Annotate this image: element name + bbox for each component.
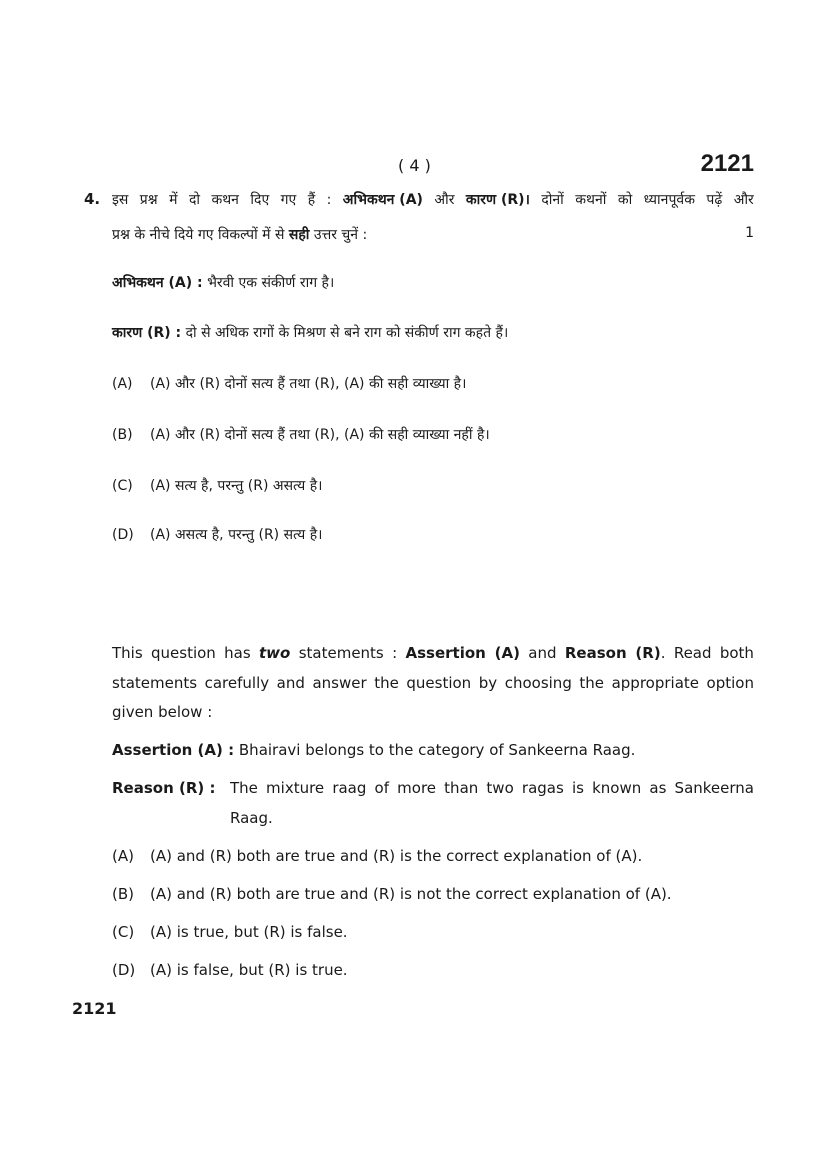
question-number: 4. (84, 190, 101, 208)
hi-line2-end: उत्तर चुनें : (313, 227, 368, 243)
hi-word: इस (112, 192, 129, 208)
en-intro-two: two (259, 644, 291, 662)
hi-word: ध्यानपूर्वक (643, 192, 695, 208)
option-label: (A) (112, 376, 133, 392)
option-label: (D) (112, 527, 134, 543)
hi-line2-start: प्रश्न के नीचे दिये गए विकल्पों में से (112, 227, 285, 243)
option-label: (B) (112, 427, 133, 443)
option-text: (A) असत्य है, परन्तु (R) सत्य है। (150, 527, 323, 543)
en-option-b[interactable] (112, 884, 672, 904)
paper-code-header: 2121 (700, 150, 754, 177)
hi-word: पढ़ें (706, 192, 723, 208)
option-label: (D) (112, 961, 136, 979)
hi-reason-term: कारण (R)। (465, 192, 530, 208)
en-intro-part: statements : (298, 644, 398, 662)
hi-word: हैं (307, 192, 316, 208)
en-instruction (112, 639, 754, 728)
option-label: (C) (112, 478, 133, 494)
hi-word: और (733, 192, 754, 208)
en-assertion-label: Assertion (A) : (112, 741, 235, 759)
hi-assertion (112, 273, 334, 293)
option-label: (A) (112, 847, 134, 865)
en-option-a[interactable] (112, 846, 642, 866)
hi-word: कथन (211, 192, 239, 208)
hi-word: को (617, 192, 633, 208)
hi-word: : (326, 192, 332, 208)
paper-code-footer: 2121 (72, 999, 117, 1018)
hi-assertion-text: भैरवी एक संकीर्ण राग है। (207, 275, 335, 291)
en-intro-reason: Reason (R) (564, 644, 661, 662)
hindi-instruction-line1 (112, 190, 754, 210)
hi-word: दिए (250, 192, 270, 208)
marks: 1 (745, 225, 754, 241)
hi-reason-text: दो से अधिक रागों के मिश्रण से बने राग को संकीर्ण राग कहते हैं। (185, 325, 509, 341)
en-assertion-text: Bhairavi belongs to the category of Sankeerna Raag. (238, 741, 636, 759)
hi-assertion-label: अभिकथन (A) : (112, 275, 203, 291)
en-intro-part: . Read both statements carefully and answer the question by choosing the appropriate option given below : (112, 644, 754, 721)
hi-line2-bold: सही (288, 227, 310, 243)
option-label: (C) (112, 923, 135, 941)
hindi-instruction-line2 (112, 225, 367, 245)
hi-word: में (169, 192, 178, 208)
option-text: (A) and (R) both are true and (R) is the correct explanation of (A). (150, 847, 643, 865)
en-option-c[interactable] (112, 922, 348, 942)
option-text: (A) और (R) दोनों सत्य हैं तथा (R), (A) की सही व्याख्या है। (150, 376, 467, 392)
en-assertion (112, 736, 635, 766)
hi-option-a[interactable] (112, 374, 466, 394)
hi-word: कथनों (575, 192, 607, 208)
option-text: (A) is false, but (R) is true. (150, 961, 348, 979)
option-label: (B) (112, 885, 134, 903)
option-text: (A) सत्य है, परन्तु (R) असत्य है। (150, 478, 323, 494)
en-option-d[interactable] (112, 960, 348, 980)
hi-word: दो (188, 192, 201, 208)
option-text: (A) is true, but (R) is false. (150, 923, 348, 941)
hi-word: प्रश्न (139, 192, 158, 208)
en-reason-text: The mixture raag of more than two ragas is known as Sankeerna Raag. (230, 779, 754, 827)
hi-word: गए (280, 192, 297, 208)
hi-option-b[interactable] (112, 425, 490, 445)
en-reason-label: Reason (R) : (112, 779, 216, 797)
option-text: (A) and (R) both are true and (R) is not the correct explanation of (A). (150, 885, 672, 903)
en-intro-part: This question has (112, 644, 251, 662)
hi-reason-label: कारण (R) : (112, 325, 182, 341)
hi-word: दोनों (541, 192, 564, 208)
hi-option-c[interactable] (112, 476, 322, 496)
en-intro-assertion: Assertion (A) (405, 644, 520, 662)
option-text: (A) और (R) दोनों सत्य हैं तथा (R), (A) की सही व्याख्या नहीं है। (150, 427, 490, 443)
page-number: ( 4 ) (398, 156, 431, 175)
hi-assertion-term: अभिकथन (A) (342, 192, 423, 208)
en-intro-part: and (528, 644, 557, 662)
hi-option-d[interactable] (112, 525, 322, 545)
hi-reason (112, 323, 508, 343)
hi-word: और (434, 192, 455, 208)
